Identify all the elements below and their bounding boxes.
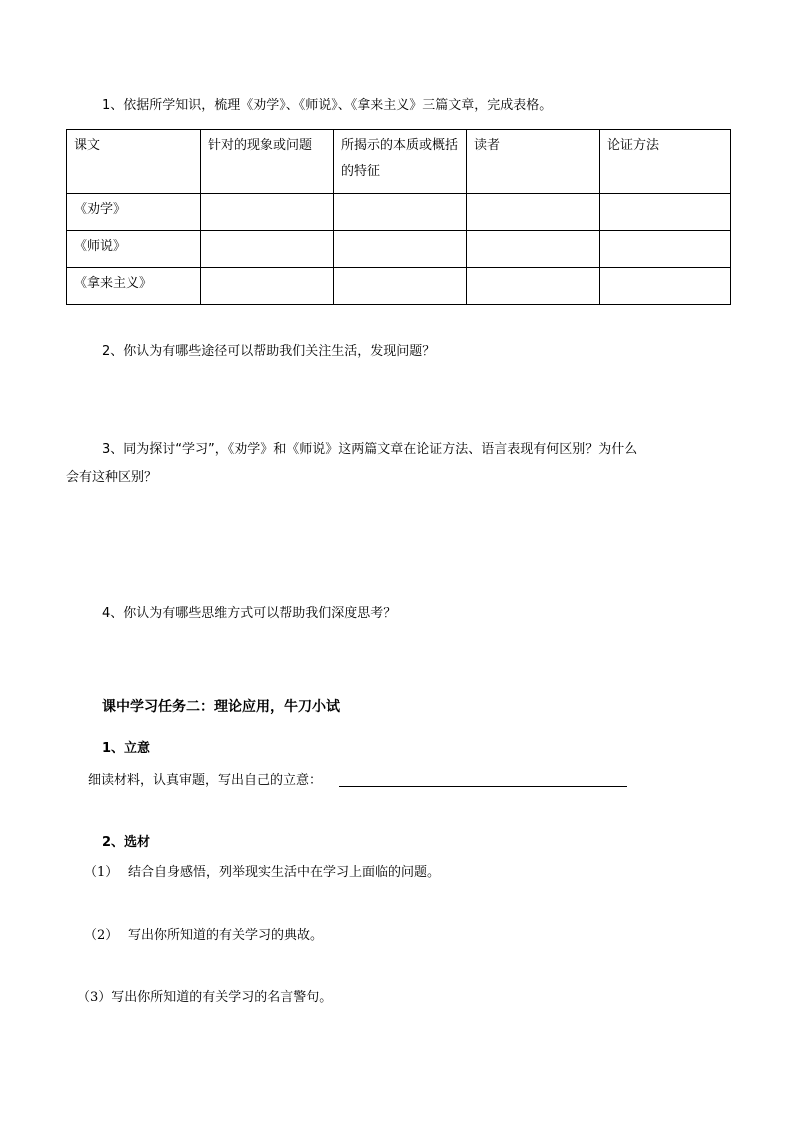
table-cell[interactable]	[600, 194, 731, 231]
table-cell[interactable]	[600, 268, 731, 305]
table-row	[67, 231, 731, 268]
table-cell[interactable]	[201, 194, 334, 231]
item-2-text: 写出你所知道的有关学习的典故。	[128, 928, 324, 943]
table-cell[interactable]	[600, 231, 731, 268]
table-cell[interactable]	[467, 194, 600, 231]
answer-line[interactable]	[339, 786, 627, 787]
task-2-heading: 课中学习任务二：理论应用，牛刀小试	[102, 699, 340, 715]
question-4: 4、你认为有哪些思维方式可以帮助我们深度思考？	[102, 606, 397, 621]
header-cell-text: 课文	[67, 130, 201, 194]
section-1-prompt: 细读材料，认真审题，写出自己的立意：	[88, 773, 323, 788]
table-cell[interactable]	[334, 231, 467, 268]
table-cell[interactable]	[467, 268, 600, 305]
table-cell[interactable]	[334, 194, 467, 231]
table-cell[interactable]	[467, 231, 600, 268]
table-header-row	[67, 130, 731, 194]
section-2-title: 2、选材	[102, 835, 151, 850]
table-cell[interactable]	[334, 268, 467, 305]
item-1-text: 结合自身感悟，列举现实生活中在学习上面临的问题。	[128, 865, 441, 880]
question-2: 2、你认为有哪些途径可以帮助我们关注生活，发现问题？	[102, 344, 436, 359]
header-cell-reader: 读者	[467, 130, 600, 194]
table-cell[interactable]	[201, 268, 334, 305]
question-1: 1、依据所学知识，梳理《劝学》、《师说》、《拿来主义》三篇文章，完成表格。	[102, 98, 553, 113]
row-label: 《拿来主义》	[67, 268, 201, 305]
table-row	[67, 194, 731, 231]
header-cell-essence: 所揭示的本质或概括的特征	[334, 130, 467, 194]
table-cell[interactable]	[201, 231, 334, 268]
row-label: 《师说》	[67, 231, 201, 268]
summary-table	[66, 129, 731, 305]
question-3-line-1: 3、同为探讨“学习”，《劝学》和《师说》这两篇文章在论证方法、语言表现有何区别？为什么	[102, 442, 638, 457]
header-cell-issue: 针对的现象或问题	[201, 130, 334, 194]
header-cell-method: 论证方法	[600, 130, 731, 194]
question-3-line-2: 会有这种区别？	[66, 470, 158, 485]
item-1-number: （1）	[84, 865, 119, 880]
item-3-text: （3）写出你所知道的有关学习的名言警句。	[77, 990, 333, 1005]
table-row	[67, 268, 731, 305]
row-label: 《劝学》	[67, 194, 201, 231]
item-2-number: （2）	[84, 928, 119, 943]
section-1-title: 1、立意	[102, 741, 151, 756]
